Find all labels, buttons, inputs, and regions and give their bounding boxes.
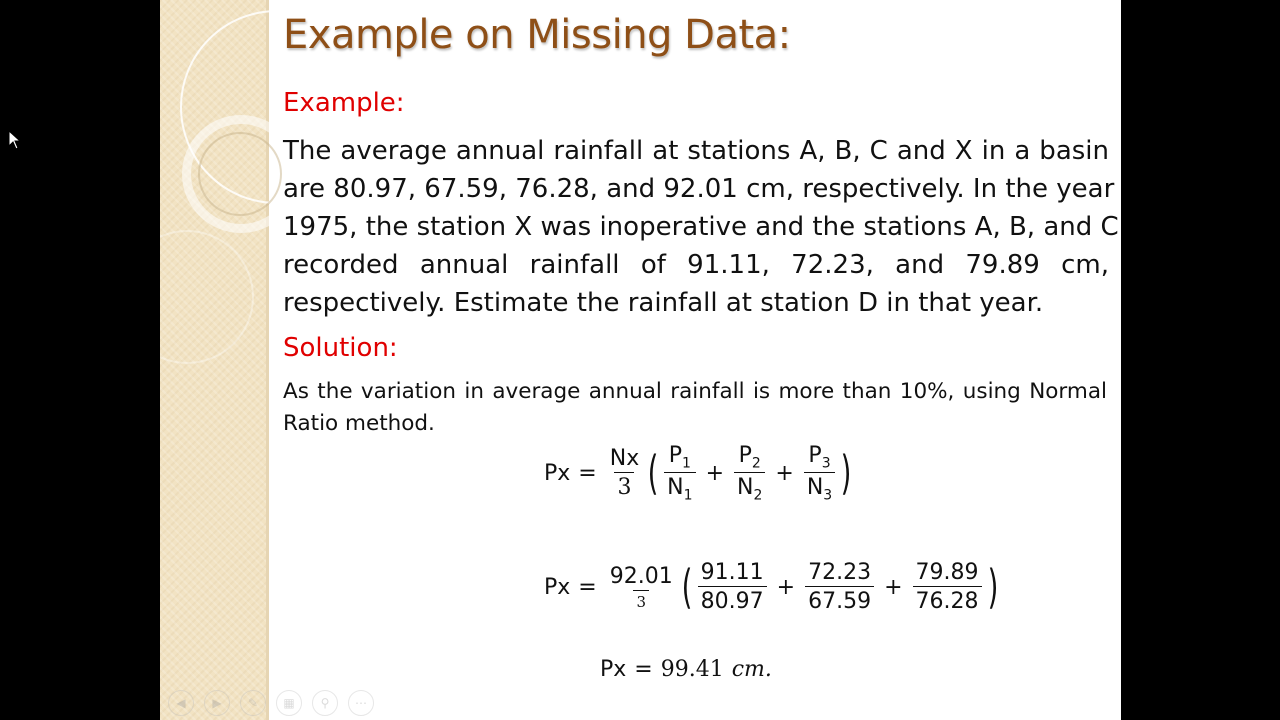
back-arrow-icon[interactable]: ◀ bbox=[168, 690, 194, 716]
station-c-fraction bbox=[913, 560, 982, 614]
fraction-numerator: 91.11 bbox=[700, 560, 764, 585]
fraction-numerator: 79.89 bbox=[915, 560, 979, 585]
p3-over-n3-fraction bbox=[804, 443, 835, 504]
solution-heading: Solution: bbox=[283, 333, 398, 363]
station-a-fraction bbox=[698, 560, 767, 614]
left-paren: ( bbox=[647, 446, 659, 501]
result-equation bbox=[600, 657, 772, 682]
slideshow-nav-bar bbox=[168, 690, 374, 716]
equals-sign: = bbox=[634, 657, 653, 682]
substituted-formula bbox=[544, 560, 1001, 614]
formula-lhs: Px bbox=[600, 657, 627, 682]
fraction-denominator: 3 bbox=[633, 590, 649, 611]
equals-sign: = bbox=[578, 460, 597, 486]
more-icon[interactable]: ⋯ bbox=[348, 690, 374, 716]
subscript: 2 bbox=[751, 455, 761, 472]
problem-line: are 80.97, 67.59, 76.28, and 92.01 cm, respectively. In the year bbox=[283, 174, 1115, 204]
slide bbox=[160, 0, 1121, 720]
result-unit: cm. bbox=[731, 657, 772, 682]
zoom-icon[interactable]: ⚲ bbox=[312, 690, 338, 716]
equals-sign: = bbox=[578, 574, 597, 600]
fraction-numerator: Nx bbox=[609, 446, 640, 472]
plus-sign: + bbox=[776, 574, 796, 600]
subscript: 1 bbox=[682, 455, 691, 472]
problem-line: recorded annual rainfall of 91.11, 72.23, and 79.89 cm, bbox=[283, 250, 1109, 280]
subscript: 2 bbox=[753, 487, 763, 504]
problem-line: 1975, the station X was inoperative and the stations A, B, and C bbox=[283, 212, 1119, 242]
p-symbol: P bbox=[738, 443, 752, 468]
method-line: Ratio method. bbox=[283, 411, 435, 436]
normal-ratio-formula bbox=[544, 443, 855, 504]
method-text bbox=[283, 376, 1107, 440]
subscript: 3 bbox=[821, 455, 831, 472]
fraction-denominator: 76.28 bbox=[913, 586, 982, 614]
plus-sign: + bbox=[705, 460, 724, 486]
p1-over-n1-fraction bbox=[664, 443, 695, 504]
subscript: 3 bbox=[823, 487, 833, 504]
n-symbol: N bbox=[737, 475, 754, 501]
slides-icon[interactable]: ▦ bbox=[276, 690, 302, 716]
n-symbol: N bbox=[667, 475, 684, 501]
result-value: 99.41 bbox=[660, 657, 724, 682]
right-paren: ) bbox=[840, 446, 852, 501]
fraction-numerator: 72.23 bbox=[808, 560, 872, 585]
right-paren: ) bbox=[987, 560, 998, 614]
method-line: As the variation in average annual rainfall is more than 10%, using Normal bbox=[283, 379, 1107, 404]
nx-over-n-fraction bbox=[607, 446, 642, 500]
p2-over-n2-fraction bbox=[734, 443, 765, 504]
problem-line: The average annual rainfall at stations A, B, C and X in a basin bbox=[283, 136, 1109, 166]
left-paren: ( bbox=[681, 560, 693, 614]
station-b-fraction bbox=[805, 560, 874, 614]
p-symbol: P bbox=[668, 443, 683, 468]
p-symbol: P bbox=[808, 443, 822, 468]
plus-sign: + bbox=[775, 460, 794, 486]
fraction-denominator: 67.59 bbox=[805, 586, 874, 614]
pen-icon[interactable]: ✎ bbox=[240, 690, 266, 716]
problem-line: respectively. Estimate the rainfall at station D in that year. bbox=[283, 288, 1044, 318]
n-symbol: N bbox=[806, 475, 824, 501]
decorative-ring bbox=[198, 132, 282, 216]
nx-over-n-fraction bbox=[607, 564, 676, 611]
formula-lhs: Px bbox=[544, 460, 571, 486]
subscript: 1 bbox=[683, 487, 693, 504]
fraction-numerator: 92.01 bbox=[609, 563, 673, 589]
slide-title: Example on Missing Data: bbox=[283, 12, 791, 58]
formula-lhs: Px bbox=[544, 574, 571, 600]
fraction-denominator: 3 bbox=[614, 472, 634, 500]
forward-arrow-icon[interactable]: ▶ bbox=[204, 690, 230, 716]
plus-sign: + bbox=[884, 574, 903, 600]
example-heading: Example: bbox=[283, 88, 405, 118]
fraction-denominator: 80.97 bbox=[698, 586, 767, 614]
problem-statement bbox=[283, 132, 1119, 322]
